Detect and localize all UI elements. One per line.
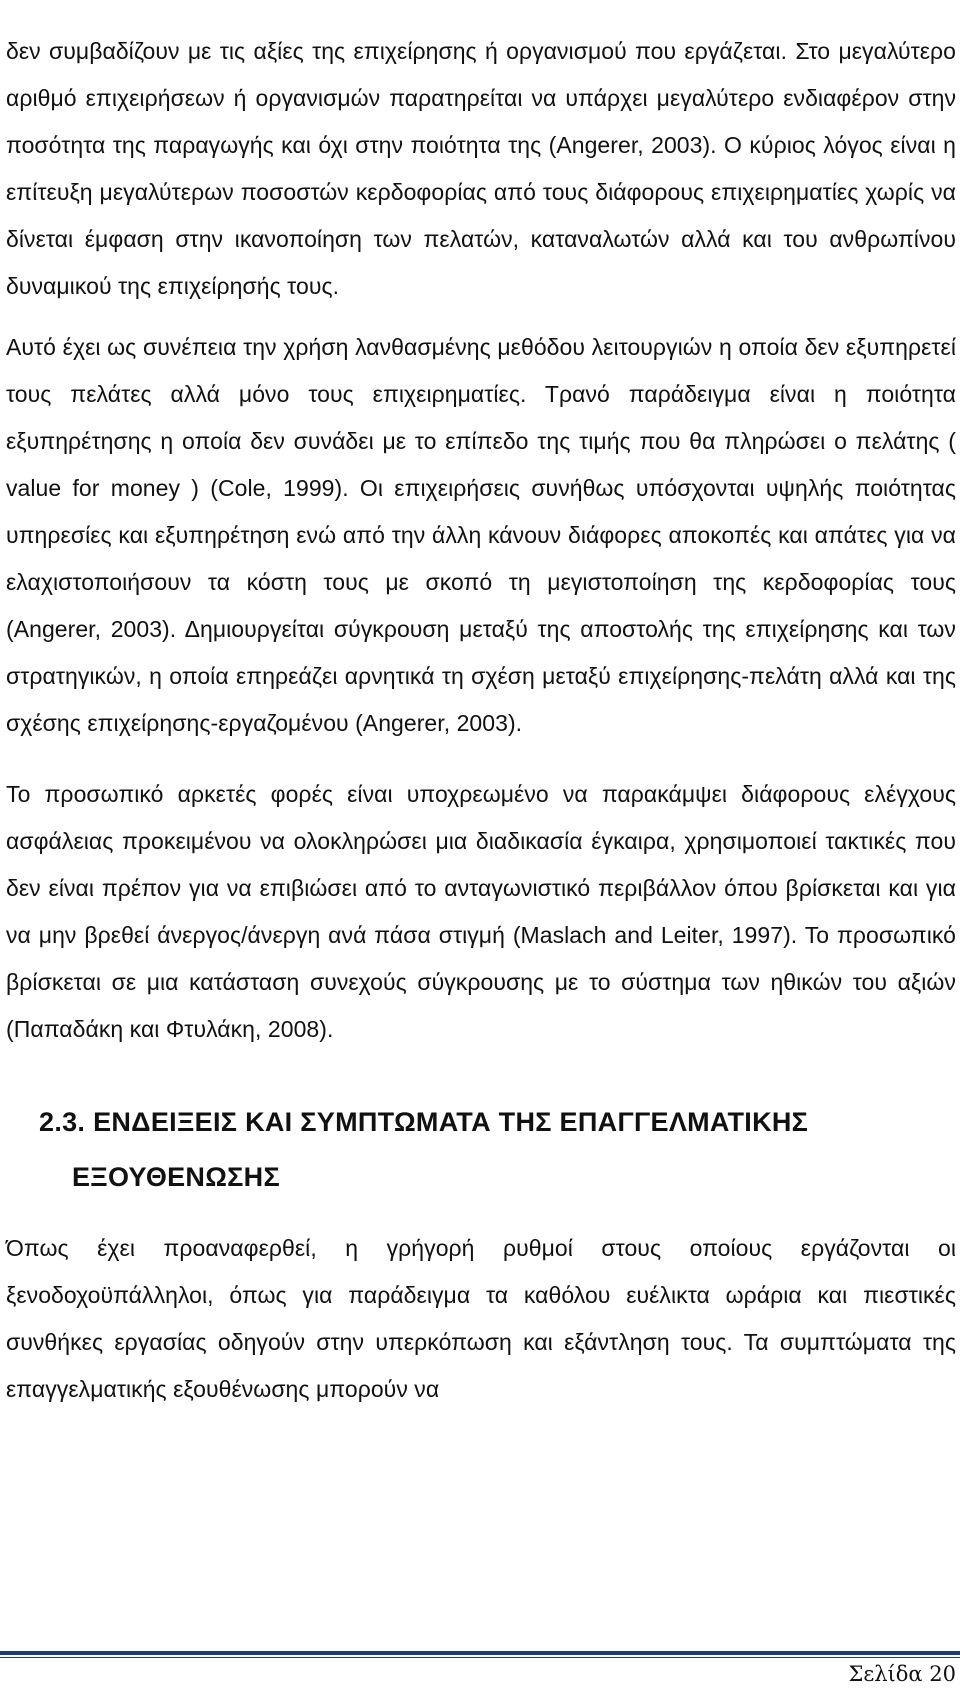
page-number: Σελίδα 20	[848, 1662, 956, 1686]
section-title-line2: ΕΞΟΥΘΕΝΩΣΗΣ	[72, 1162, 280, 1192]
section-number: 2.3.	[39, 1107, 86, 1137]
closing-paragraph: Όπως έχει προαναφερθεί, η γρήγορή ρυθμοί στους οποίους εργάζονται οι ξενοδοχοϋπάλληλοι, όπως για παράδειγμα τα καθόλου ευέλικτα ωράρια και πιεστικές συνθήκες εργασίας οδηγούν στην υπερκόπωση και εξάντληση τους. Τα συμπτώματα της επαγγελματικής εξουθένωσης μπορούν να	[6, 1235, 956, 1402]
footer-rule	[0, 1651, 960, 1655]
section-heading	[6, 1095, 956, 1205]
paragraph-3: Το προσωπικό αρκετές φορές είναι υποχρεωμένο να παρακάμψει διάφορους ελέγχους ασφάλειας προκειμένου να ολοκληρώσει μια διαδικασία έγκαιρα, χρησιμοποιεί τακτικές που δεν είναι πρέπον για να επιβιώσει από το ανταγωνιστικό περιβάλλον όπου βρίσκεται και για να μην βρεθεί άνεργος/άνεργη ανά πάσα στιγμή (Maslach and Leiter, 1997). Το προσωπικό βρίσκεται σε μια κατάσταση συνεχούς σύγκρουσης με το σύστημα των ηθικών του αξιών (Παπαδάκη και Φτυλάκη, 2008).	[6, 781, 956, 1042]
paragraph-1: δεν συμβαδίζουν με τις αξίες της επιχείρησης ή οργανισμού που εργάζεται. Στο μεγαλύτερο αριθμό επιχειρήσεων ή οργανισμών παρατηρείται να υπάρχει μεγαλύτερο ενδιαφέρον στην ποσότητα της παραγωγής και όχι στην ποιότητα της (Angerer, 2003). Ο κύριος λόγος είναι η επίτευξη μεγαλύτερων ποσοστών κερδοφορίας από τους διάφορους επιχειρηματίες χωρίς να δίνεται έμφαση στην ικανοποίηση των πελατών, καταναλωτών αλλά και του ανθρωπίνου δυναμικού της επιχείρησής τους.	[6, 38, 956, 299]
document-page	[6, 28, 956, 1413]
section-title-line1: ΕΝΔΕΙΞΕΙΣ ΚΑΙ ΣΥΜΠΤΩΜΑΤΑ ΤΗΣ ΕΠΑΓΓΕΛΜΑΤΙΚΗΣ	[93, 1107, 809, 1137]
paragraph-2: Αυτό έχει ως συνέπεια την χρήση λανθασμένης μεθόδου λειτουργιών η οποία δεν εξυπηρετεί τους πελάτες αλλά μόνο τους επιχειρηματίες. Τρανό παράδειγμα είναι η ποιότητα εξυπηρέτησης η οποία δεν συνάδει με το επίπεδο της τιμής που θα πληρώσει ο πελάτης ( value for money ) (Cole, 1999). Οι επιχειρήσεις συνήθως υπόσχονται υψηλής ποιότητας υπηρεσίες και εξυπηρέτηση ενώ από την άλλη κάνουν διάφορες αποκοπές και απάτες για να ελαχιστοποιήσουν τα κόστη τους με σκοπό τη μεγιστοποίηση της κερδοφορίας τους (Angerer, 2003). Δημιουργείται σύγκρουση μεταξύ της αποστολής της επιχείρησης και των στρατηγικών, η οποία επηρεάζει αρνητικά τη σχέση μεταξύ επιχείρησης-πελάτη αλλά και της σχέσης επιχείρησης-εργαζομένου (Angerer, 2003).	[6, 334, 956, 736]
footer-rule-thin	[0, 1657, 960, 1658]
